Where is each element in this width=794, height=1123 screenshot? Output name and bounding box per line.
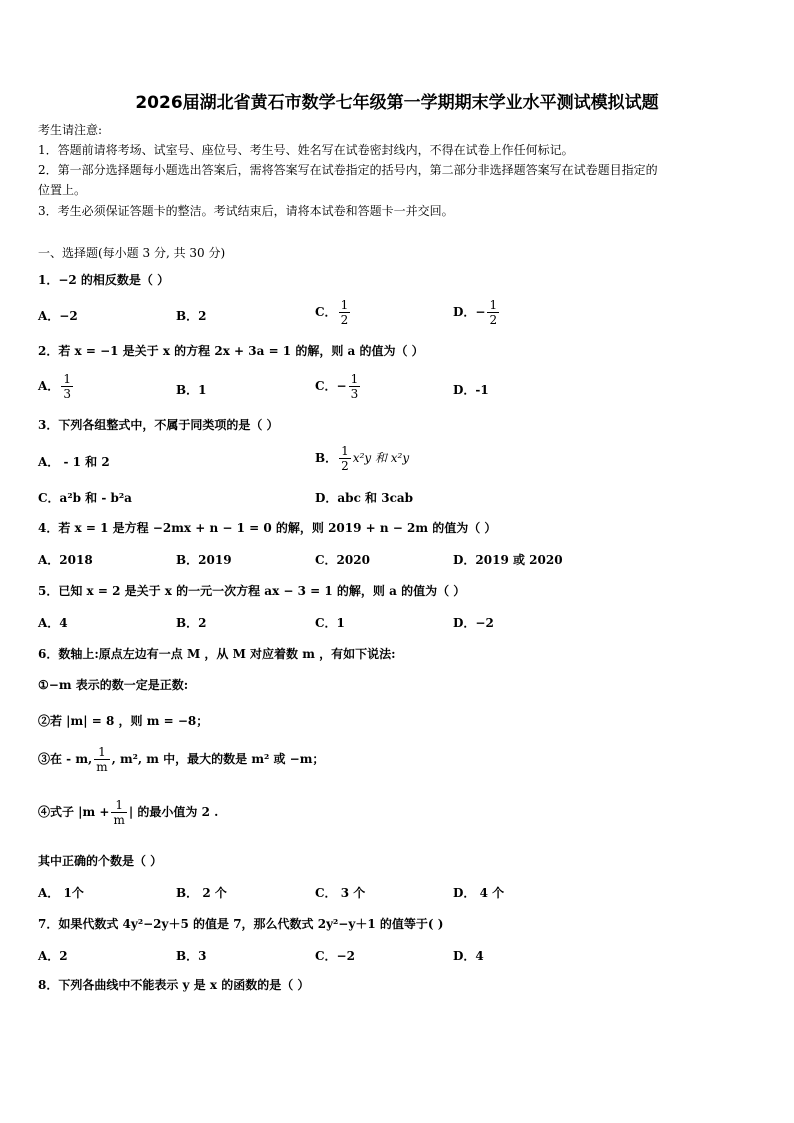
question-1-option-a: A．−2 [38, 309, 78, 323]
question-7-option-d: D．4 [453, 949, 484, 963]
question-6-statement-3 [38, 745, 324, 774]
question-5-option-d: D．−2 [453, 616, 494, 630]
question-6-option-c: C． 3 个 [315, 886, 366, 900]
fraction [61, 372, 73, 401]
question-4-option-b: B．2019 [176, 553, 232, 567]
denominator: 2 [341, 459, 349, 473]
question-6-stem: 6．数轴上:原点左边有一点 M ，从 M 对应着数 m ，有如下说法: [38, 647, 396, 661]
question-1-option-b: B．2 [176, 309, 207, 323]
notice-item-2: 2．第一部分选择题每小题选出答案后，需将答案写在试卷指定的括号内，第二部分非选择题答案写在试卷题目指定的 [38, 163, 658, 177]
question-6-option-a: A． 1个 [38, 886, 84, 900]
notice-item-3: 3．考生必须保证答题卡的整洁。考试结束后，请将本试卷和答题卡一并交回。 [38, 204, 454, 218]
question-6-statement-1: ①−m 表示的数一定是正数: [38, 678, 189, 692]
question-3-option-c: C．a²b 和 - b²a [38, 491, 132, 505]
question-6-option-b: B． 2 个 [176, 886, 227, 900]
statement-prefix: ④式子 |m + [38, 805, 110, 819]
question-3-option-d: D．abc 和 3cab [315, 491, 414, 505]
fraction [339, 298, 351, 327]
question-3-option-b [315, 444, 409, 473]
option-label: A． [38, 379, 60, 393]
numerator: 1 [94, 745, 109, 760]
question-5-option-b: B．2 [176, 616, 207, 630]
fraction [487, 298, 499, 327]
page-title: 2026届湖北省黄石市数学七年级第一学期期末学业水平测试模拟试题 [135, 93, 659, 113]
notice-item-1: 1．答题前请将考场、试室号、座位号、考生号、姓名写在试卷密封线内，不得在试卷上作任何标记。 [38, 143, 574, 157]
fraction [339, 444, 351, 473]
question-3-stem: 3．下列各组整式中，不属于同类项的是（ ） [38, 418, 279, 432]
denominator: 3 [63, 387, 71, 401]
question-2-option-b: B．1 [176, 383, 207, 397]
option-label: C．− [315, 379, 347, 393]
question-6-option-d: D． 4 个 [453, 886, 505, 900]
statement-suffix: , m², m 中，最大的数是 m² 或 −m； [111, 752, 325, 766]
notice-item-2-cont: 位置上。 [38, 183, 87, 197]
option-label: D．− [453, 305, 486, 319]
question-7-option-b: B．3 [176, 949, 207, 963]
statement-suffix: | 的最小值为 2 . [128, 805, 219, 819]
denominator: 2 [340, 313, 349, 327]
numerator: 1 [341, 444, 349, 458]
numerator: 1 [111, 798, 126, 813]
denominator: m [113, 813, 125, 827]
question-1-stem: 1．−2 的相反数是（ ） [38, 273, 170, 287]
question-6-statement-4 [38, 798, 218, 827]
question-6-statement-2: ②若 |m| = 8 ，则 m = −8； [38, 714, 209, 728]
numerator: 1 [63, 372, 71, 386]
question-7-option-a: A．2 [38, 949, 68, 963]
question-7-option-c: C．−2 [315, 949, 355, 963]
question-8-stem: 8．下列各曲线中不能表示 y 是 x 的函数的是（ ） [38, 978, 310, 992]
fraction [111, 798, 126, 827]
question-1-option-c [315, 298, 352, 327]
option-label: B． [315, 451, 338, 465]
notice-heading: 考生请注意: [38, 123, 103, 137]
question-7-stem: 7．如果代数式 4y²−2y＋5 的值是 7，那么代数式 2y²−y＋1 的值等于( ) [38, 917, 444, 931]
question-4-stem: 4．若 x = 1 是方程 −2mx + n − 1 = 0 的解，则 2019 + n − 2m 的值为（ ） [38, 521, 497, 535]
question-4-option-d: D．2019 或 2020 [453, 553, 563, 567]
question-6-ask: 其中正确的个数是（ ） [38, 854, 163, 868]
denominator: m [96, 760, 108, 774]
statement-prefix: ③在 - m, [38, 752, 93, 766]
fraction [349, 372, 361, 401]
denominator: 2 [489, 313, 498, 327]
question-5-stem: 5．已知 x = 2 是关于 x 的一元一次方程 ax − 3 = 1 的解，则 a 的值为（ ） [38, 584, 466, 598]
numerator: 1 [340, 298, 349, 312]
monomial-pair: x²y 和 x²y [352, 451, 410, 465]
denominator: 3 [350, 387, 359, 401]
question-2-stem: 2．若 x = −1 是关于 x 的方程 2x + 3a = 1 的解，则 a 的值为（ ） [38, 344, 424, 358]
question-4-option-a: A．2018 [38, 553, 93, 567]
question-5-option-c: C．1 [315, 616, 345, 630]
question-1-option-d [453, 298, 501, 327]
question-3-option-a: A． - 1 和 2 [38, 455, 110, 469]
question-2-option-d: D．-1 [453, 383, 489, 397]
numerator: 1 [489, 298, 498, 312]
question-2-option-c [315, 372, 362, 401]
question-5-option-a: A．4 [38, 616, 68, 630]
question-4-option-c: C．2020 [315, 553, 370, 567]
option-label: C． [315, 305, 337, 319]
fraction [94, 745, 109, 774]
section-heading: 一、选择题(每小题 3 分, 共 30 分) [38, 246, 226, 260]
numerator: 1 [350, 372, 359, 386]
question-2-option-a [38, 372, 75, 401]
